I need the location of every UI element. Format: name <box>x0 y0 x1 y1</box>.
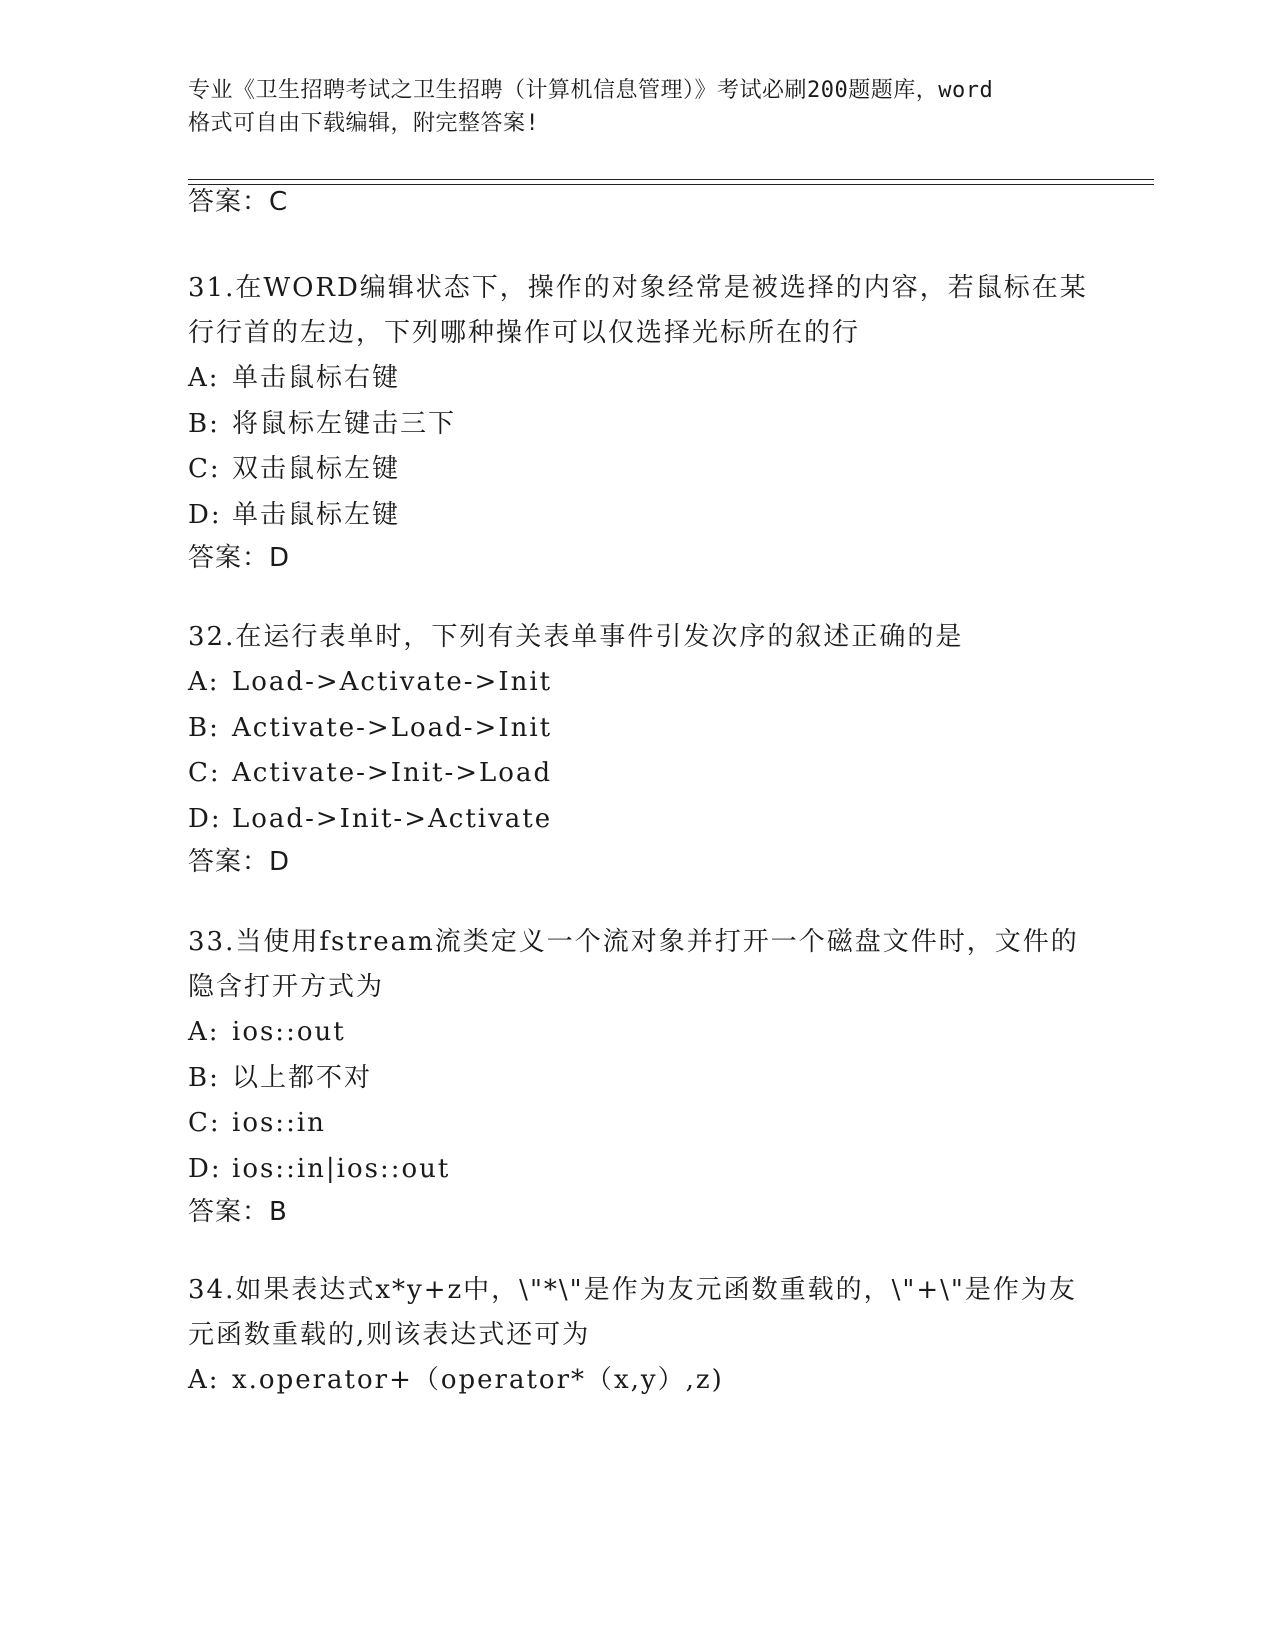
option-list <box>188 1010 1088 1192</box>
option-letter: D: <box>188 499 222 530</box>
option-d <box>188 1147 1088 1193</box>
option-text: Activate->Load->Init <box>232 712 553 743</box>
option-text: ios::out <box>232 1017 346 1047</box>
option-a <box>188 660 1088 706</box>
option-b <box>188 706 1088 752</box>
option-text: 以上都不对 <box>232 1062 373 1093</box>
option-a <box>188 1010 1088 1056</box>
option-text: Activate->Init->Load <box>232 758 553 788</box>
header-title-line-2: 格式可自由下载编辑，附完整答案! <box>188 111 540 136</box>
option-letter: A: <box>188 667 220 697</box>
option-text: x.operator+（operator*（x,y）,z) <box>232 1365 724 1395</box>
header-title-line-1: 专业《卫生招聘考试之卫生招聘（计算机信息管理）》考试必刷200题题库，word <box>188 78 994 103</box>
answer-31: 答案：D <box>188 543 291 573</box>
question-31 <box>188 266 1088 578</box>
option-text: 双击鼠标左键 <box>232 454 401 484</box>
option-letter: D: <box>188 1153 222 1184</box>
question-32 <box>188 615 1088 882</box>
question-33 <box>188 920 1088 1232</box>
option-text: 单击鼠标左键 <box>232 499 401 530</box>
option-text: Load->Activate->Init <box>232 667 553 697</box>
option-letter: C: <box>188 758 221 788</box>
question-34 <box>188 1268 1088 1404</box>
option-list <box>188 356 1088 538</box>
option-b <box>188 1056 1088 1102</box>
option-a <box>188 356 1088 402</box>
option-d <box>188 493 1088 539</box>
option-letter: B: <box>188 408 220 439</box>
option-letter: C: <box>188 1108 221 1138</box>
option-text: 将鼠标左键击三下 <box>232 408 457 439</box>
option-letter: A: <box>188 363 220 393</box>
question-text: 32.在运行表单时，下列有关表单事件引发次序的叙述正确的是 <box>188 622 964 652</box>
option-letter: A: <box>188 1365 220 1395</box>
option-c <box>188 447 1088 493</box>
header-divider-top <box>188 179 1154 180</box>
question-text: 34.如果表达式x*y+z中，\"*\"是作为友元函数重载的，\"+\"是作为友元函数重载的,则该表达式还可为 <box>188 1275 1077 1350</box>
option-letter: D: <box>188 803 222 834</box>
previous-answer: 答案：C <box>188 187 289 217</box>
document-header <box>188 74 1088 140</box>
answer-33: 答案：B <box>188 1197 288 1227</box>
option-text: Load->Init->Activate <box>232 803 553 834</box>
answer-32: 答案：D <box>188 847 291 877</box>
option-text: ios::in|ios::out <box>232 1153 451 1184</box>
option-letter: C: <box>188 454 221 484</box>
question-text: 33.当使用fstream流类定义一个流对象并打开一个磁盘文件时，文件的隐含打开方式为 <box>188 927 1079 1002</box>
option-c <box>188 1101 1088 1147</box>
option-letter: A: <box>188 1017 220 1047</box>
option-d <box>188 797 1088 843</box>
option-text: ios::in <box>232 1108 326 1138</box>
option-letter: B: <box>188 712 220 743</box>
option-c <box>188 751 1088 797</box>
option-b <box>188 402 1088 448</box>
option-list <box>188 1358 1088 1404</box>
option-a <box>188 1358 1088 1404</box>
option-list <box>188 660 1088 842</box>
question-text: 31.在WORD编辑状态下，操作的对象经常是被选择的内容，若鼠标在某行行首的左边，下列哪种操作可以仅选择光标所在的行 <box>188 273 1088 348</box>
option-letter: B: <box>188 1062 220 1093</box>
option-text: 单击鼠标右键 <box>232 363 401 393</box>
